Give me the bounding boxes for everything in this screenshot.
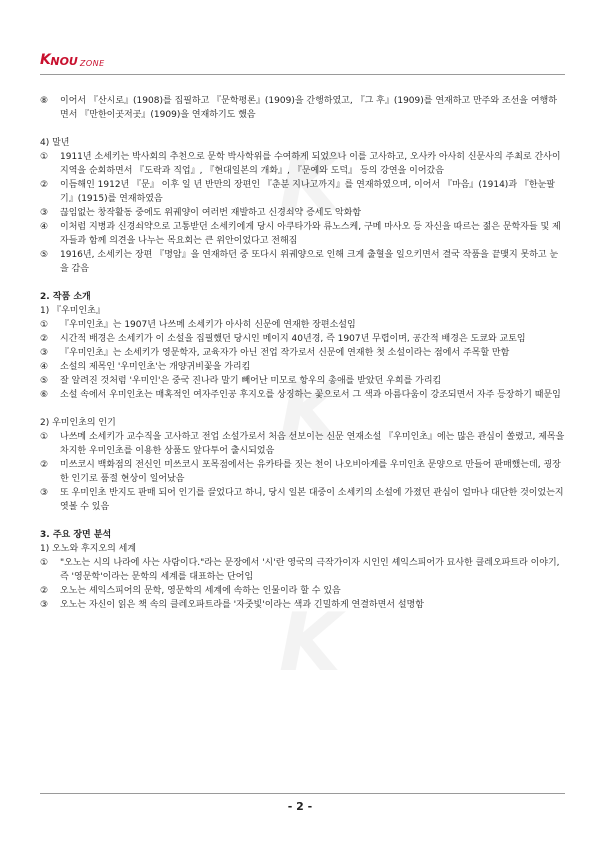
list-d [40,430,565,514]
list-item-text: 1911년 소세키는 박사회의 추천으로 문학 박사학위를 수여하게 되었으나 이를 고사하고, 오사카 아사히 신문사의 주최로 간사이 지역을 순회하면서 『도락과 직업』, 『현대일본의 개화』, 『문예와 도덕』 등의 강연을 이어갔음 [60,152,561,176]
list-item [40,178,565,206]
section-heading-scene-analysis: 3. 주요 장면 분석 [40,530,112,540]
logo-letters-nou: NOU [50,55,78,68]
list-item-text: 잘 알려진 것처럼 '우미인'은 중국 진나라 말기 빼어난 미모로 항우의 총애를 받았던 우희를 가리킴 [60,376,442,386]
list-item [40,150,565,178]
list-item [40,346,565,360]
list-c [40,318,565,402]
list-item [40,430,565,458]
list-item [40,248,565,276]
list-item [40,374,565,388]
list-item [40,388,565,402]
logo-letter-k: K [40,52,51,68]
list-item-number: ② [40,180,49,190]
list-item-text: 나쓰메 소세키가 교수직을 고사하고 전업 소설가로서 처음 선보이는 신문 연재소설 『우미인초』에는 많은 관심이 쏠렸고, 제목을 차지한 우미인초를 이용한 상품도 앞다투어 출시되었음 [60,432,565,456]
list-item-number: ① [40,432,49,442]
list-item-text: 『우미인초』는 1907년 나쓰메 소세키가 아사히 신문에 연재한 장편소설임 [60,320,356,330]
list-item-text: 1916년, 소세키는 장편 『명암』을 연재하던 중 또다시 위궤양으로 인해 크게 출혈을 일으키면서 결국 작품을 끝맺지 못하고 눈을 감음 [60,250,559,274]
list-item [40,332,565,346]
list-item [40,206,565,220]
list-item-number: ② [40,460,49,470]
list-item-text: 시간적 배경은 소세키가 이 소설을 집필했던 당시인 메이지 40년경, 즉 1907년 무렵이며, 공간적 배경은 도쿄와 교토임 [60,334,526,344]
list-item-text: "오노는 시의 나라에 사는 사람이다."라는 문장에서 '시'란 영국의 극작가이자 시인인 셰익스피어가 묘사한 클레오파트라 이야기, 즉 '영문학'이라는 문학의 세계를 대표하는 단어임 [60,558,560,582]
list-item [40,360,565,374]
list-item-number: ⑤ [40,250,49,260]
list-item-text: 오노는 셰익스피어의 문학, 영문학의 세계에 속하는 인물이라 할 수 있음 [60,586,341,596]
svg-text:K: K [279,140,341,229]
subsection-heading-ono-fujio: 1) 오노와 후지오의 세계 [40,544,137,554]
list-item-text: 또 우미인초 반지도 판매 되어 인기를 끌었다고 하니, 당시 일본 대중이 소세키의 소설에 가졌던 관심이 얼마나 대단한 것이었는지 엿볼 수 있음 [60,488,564,512]
list-item-number: ⑤ [40,376,49,386]
subsection-heading-popularity: 2) 우미인초의 인기 [40,418,116,428]
list-e [40,556,565,612]
list-item-text: 이처럼 지병과 신경쇠약으로 고통받던 소세키에게 당시 아쿠타가와 류노스케, 구메 마사오 등 자신을 따르는 젊은 문학자들 및 제자들과 함께 의견을 나누는 목요회는 큰 위안이었다고 전해짐 [60,222,561,246]
list-b [40,150,565,276]
subsection-heading-ugimincho: 1) 『우미인초』 [40,306,105,316]
list-item-number: ③ [40,348,49,358]
list-item-number: ② [40,334,49,344]
list-item-text: 끊임없는 창작활동 중에도 위궤양이 여러번 재발하고 신경쇠약 증세도 악화함 [60,208,362,218]
list-item-text: 미쓰코시 백화점의 전신인 미쓰코시 포목점에서는 유카타를 짓는 천이 나오비아게를 우미인초 문양으로 만들어 판매했는데, 굉장한 인기로 품절 현상이 일어났음 [60,460,561,484]
list-item [40,556,565,584]
list-item-number: ① [40,558,49,568]
list-item-number: ③ [40,600,49,610]
subsection-heading-final-years: 4) 말년 [40,138,70,148]
list-item [40,598,565,612]
list-item-number: ③ [40,208,49,218]
list-item-text: 『우미인초』는 소세키가 영문학자, 교육자가 아닌 전업 작가로서 신문에 연재한 첫 소설이라는 점에서 주목할 만함 [60,348,510,358]
list-item-text: 이듬해인 1912년 『문』 이후 일 년 반만의 장편인 『춘분 지나고까지』를 연재하였으며, 이어서 『마음』(1914)과 『한눈팔기』(1915)를 연재하였음 [60,180,555,204]
list-item-number: ⑧ [40,96,49,106]
list-item-text: 이어서 『산시로』(1908)를 집필하고 『문학평론』(1909)을 간행하였고, 『그 후』(1909)를 연재하고 만주와 조선을 여행하면서 『만한이곳저곳』(1909)을 연재하기도 했음 [60,96,557,120]
footer-divider [40,793,565,794]
svg-text:K: K [279,370,341,459]
list-a [40,94,565,122]
list-item [40,220,565,248]
svg-text:K: K [279,600,341,689]
list-item-text: 소설 속에서 우미인초는 매혹적인 여자주인공 후지오를 상징하는 꽃으로서 그 색과 아름다움이 강조되면서 자주 등장하기 때문임 [60,390,561,400]
section-heading-work-intro: 2. 작품 소개 [40,292,91,302]
list-item-number: ① [40,320,49,330]
list-item-number: ① [40,152,49,162]
list-item-number: ⑥ [40,390,49,400]
list-item [40,94,565,122]
knouzone-logo [40,48,105,68]
list-item-number: ② [40,586,49,596]
list-item-number: ④ [40,362,49,372]
page-number: - 2 - [287,800,313,813]
header-divider [40,74,565,75]
page-header [40,48,570,70]
list-item-text: 소설의 제목인 '우미인초'는 개양귀비꽃을 가리킴 [60,362,251,372]
watermark-logo [160,600,460,690]
list-item [40,318,565,332]
list-item-number: ③ [40,488,49,498]
list-item [40,584,565,598]
list-item [40,458,565,486]
logo-letters-zone: ZONE [79,59,105,68]
list-item [40,486,565,514]
document-body [40,94,565,612]
list-item-number: ④ [40,222,49,232]
list-item-text: 오노는 자신이 읽은 책 속의 클레오파트라를 '자줏빛'이라는 색과 긴밀하게 연결하면서 설명함 [60,600,424,610]
